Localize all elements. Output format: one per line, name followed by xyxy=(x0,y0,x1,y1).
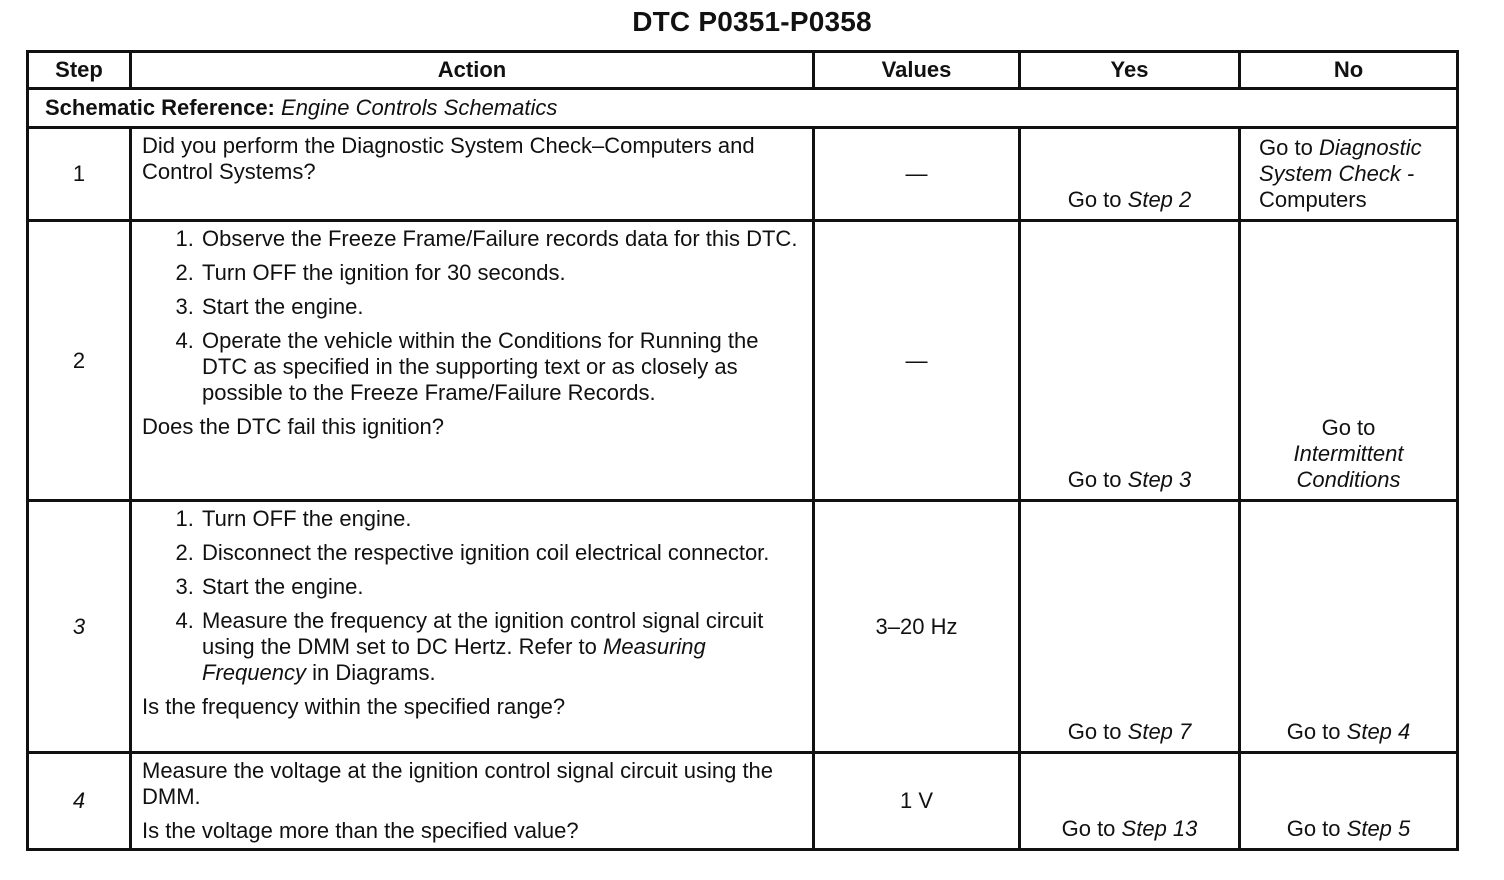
action-step-item: 1. Turn OFF the engine. xyxy=(200,506,802,532)
header-step: Step xyxy=(28,52,131,89)
action-step-item: 2. Disconnect the respective ignition coil electrical connector. xyxy=(200,540,802,566)
no-target-link[interactable]: Step 5 xyxy=(1346,816,1411,841)
table-row xyxy=(28,753,1458,850)
yes-prefix: Go to xyxy=(1061,816,1116,841)
yes-target-link[interactable]: Step 2 xyxy=(1127,187,1192,212)
no-prefix: Go to xyxy=(1286,816,1341,841)
no-prefix: Go to xyxy=(1286,719,1341,744)
yes-prefix: Go to xyxy=(1067,187,1122,212)
action-question: Is the frequency within the specified range? xyxy=(142,694,566,719)
action-cell xyxy=(131,128,814,221)
no-prefix: Go to xyxy=(1321,415,1376,440)
yes-target-link[interactable]: Step 13 xyxy=(1121,816,1198,841)
header-yes: Yes xyxy=(1020,52,1240,89)
no-cell xyxy=(1240,501,1458,753)
no-cell xyxy=(1240,221,1458,501)
action-cell xyxy=(131,753,814,850)
action-step-text: Measure the frequency at the ignition control signal circuit using the DMM set to DC Hertz. Refer to xyxy=(202,608,764,659)
header-values: Values xyxy=(814,52,1020,89)
value-cell: — xyxy=(814,128,1020,221)
value-cell: 3–20 Hz xyxy=(814,501,1020,753)
schematic-row xyxy=(28,89,1458,128)
header-row xyxy=(28,52,1458,89)
reference-link[interactable]: Measuring Frequency xyxy=(202,634,706,685)
no-cell xyxy=(1240,128,1458,221)
action-steps-list xyxy=(142,226,802,406)
step-number: 3 xyxy=(28,501,131,753)
no-target-link[interactable]: Intermittent Conditions xyxy=(1293,441,1404,492)
yes-prefix: Go to xyxy=(1067,719,1122,744)
step-number: 2 xyxy=(28,221,131,501)
action-cell xyxy=(131,501,814,753)
action-steps-list xyxy=(142,506,802,686)
action-step-item: 3. Start the engine. xyxy=(200,294,802,320)
action-step-item: 1. Observe the Freeze Frame/Failure records data for this DTC. xyxy=(200,226,802,252)
schematic-reference xyxy=(28,89,1458,128)
no-target-link[interactable]: Step 4 xyxy=(1346,719,1411,744)
action-step-suffix: in Diagrams. xyxy=(312,660,436,685)
no-target-link[interactable]: Diagnostic System Check - xyxy=(1259,135,1422,186)
diagnostic-table xyxy=(26,50,1459,851)
action-text: Did you perform the Diagnostic System Check–Computers and Control Systems? xyxy=(142,133,755,184)
action-step-item: 4. Operate the vehicle within the Conditions for Running the DTC as specified in the supporting text or as closely as possible to the Freeze Frame/Failure Records. xyxy=(200,328,802,406)
step-number: 4 xyxy=(28,753,131,850)
no-cell xyxy=(1240,753,1458,850)
action-text: Measure the voltage at the ignition control signal circuit using the DMM. xyxy=(142,758,774,809)
yes-cell xyxy=(1020,753,1240,850)
yes-target-link[interactable]: Step 7 xyxy=(1127,719,1192,744)
schematic-label: Schematic Reference: xyxy=(45,95,275,120)
yes-cell xyxy=(1020,221,1240,501)
action-cell xyxy=(131,221,814,501)
schematic-value: Engine Controls Schematics xyxy=(281,95,558,120)
action-question: Does the DTC fail this ignition? xyxy=(142,414,445,439)
header-no: No xyxy=(1240,52,1458,89)
table-row xyxy=(28,221,1458,501)
no-suffix: Computers xyxy=(1259,187,1367,212)
table-row xyxy=(28,128,1458,221)
yes-cell xyxy=(1020,501,1240,753)
yes-prefix: Go to xyxy=(1067,467,1122,492)
value-cell: — xyxy=(814,221,1020,501)
action-step-item xyxy=(200,608,802,686)
table-row xyxy=(28,501,1458,753)
action-question: Is the voltage more than the specified value? xyxy=(142,818,579,843)
no-prefix: Go to xyxy=(1259,135,1313,160)
step-number: 1 xyxy=(28,128,131,221)
yes-cell xyxy=(1020,128,1240,221)
value-cell: 1 V xyxy=(814,753,1020,850)
action-step-item: 3. Start the engine. xyxy=(200,574,802,600)
yes-target-link[interactable]: Step 3 xyxy=(1127,467,1192,492)
document-title: DTC P0351-P0358 xyxy=(632,6,872,37)
action-step-item: 2. Turn OFF the ignition for 30 seconds. xyxy=(200,260,802,286)
header-action: Action xyxy=(131,52,814,89)
